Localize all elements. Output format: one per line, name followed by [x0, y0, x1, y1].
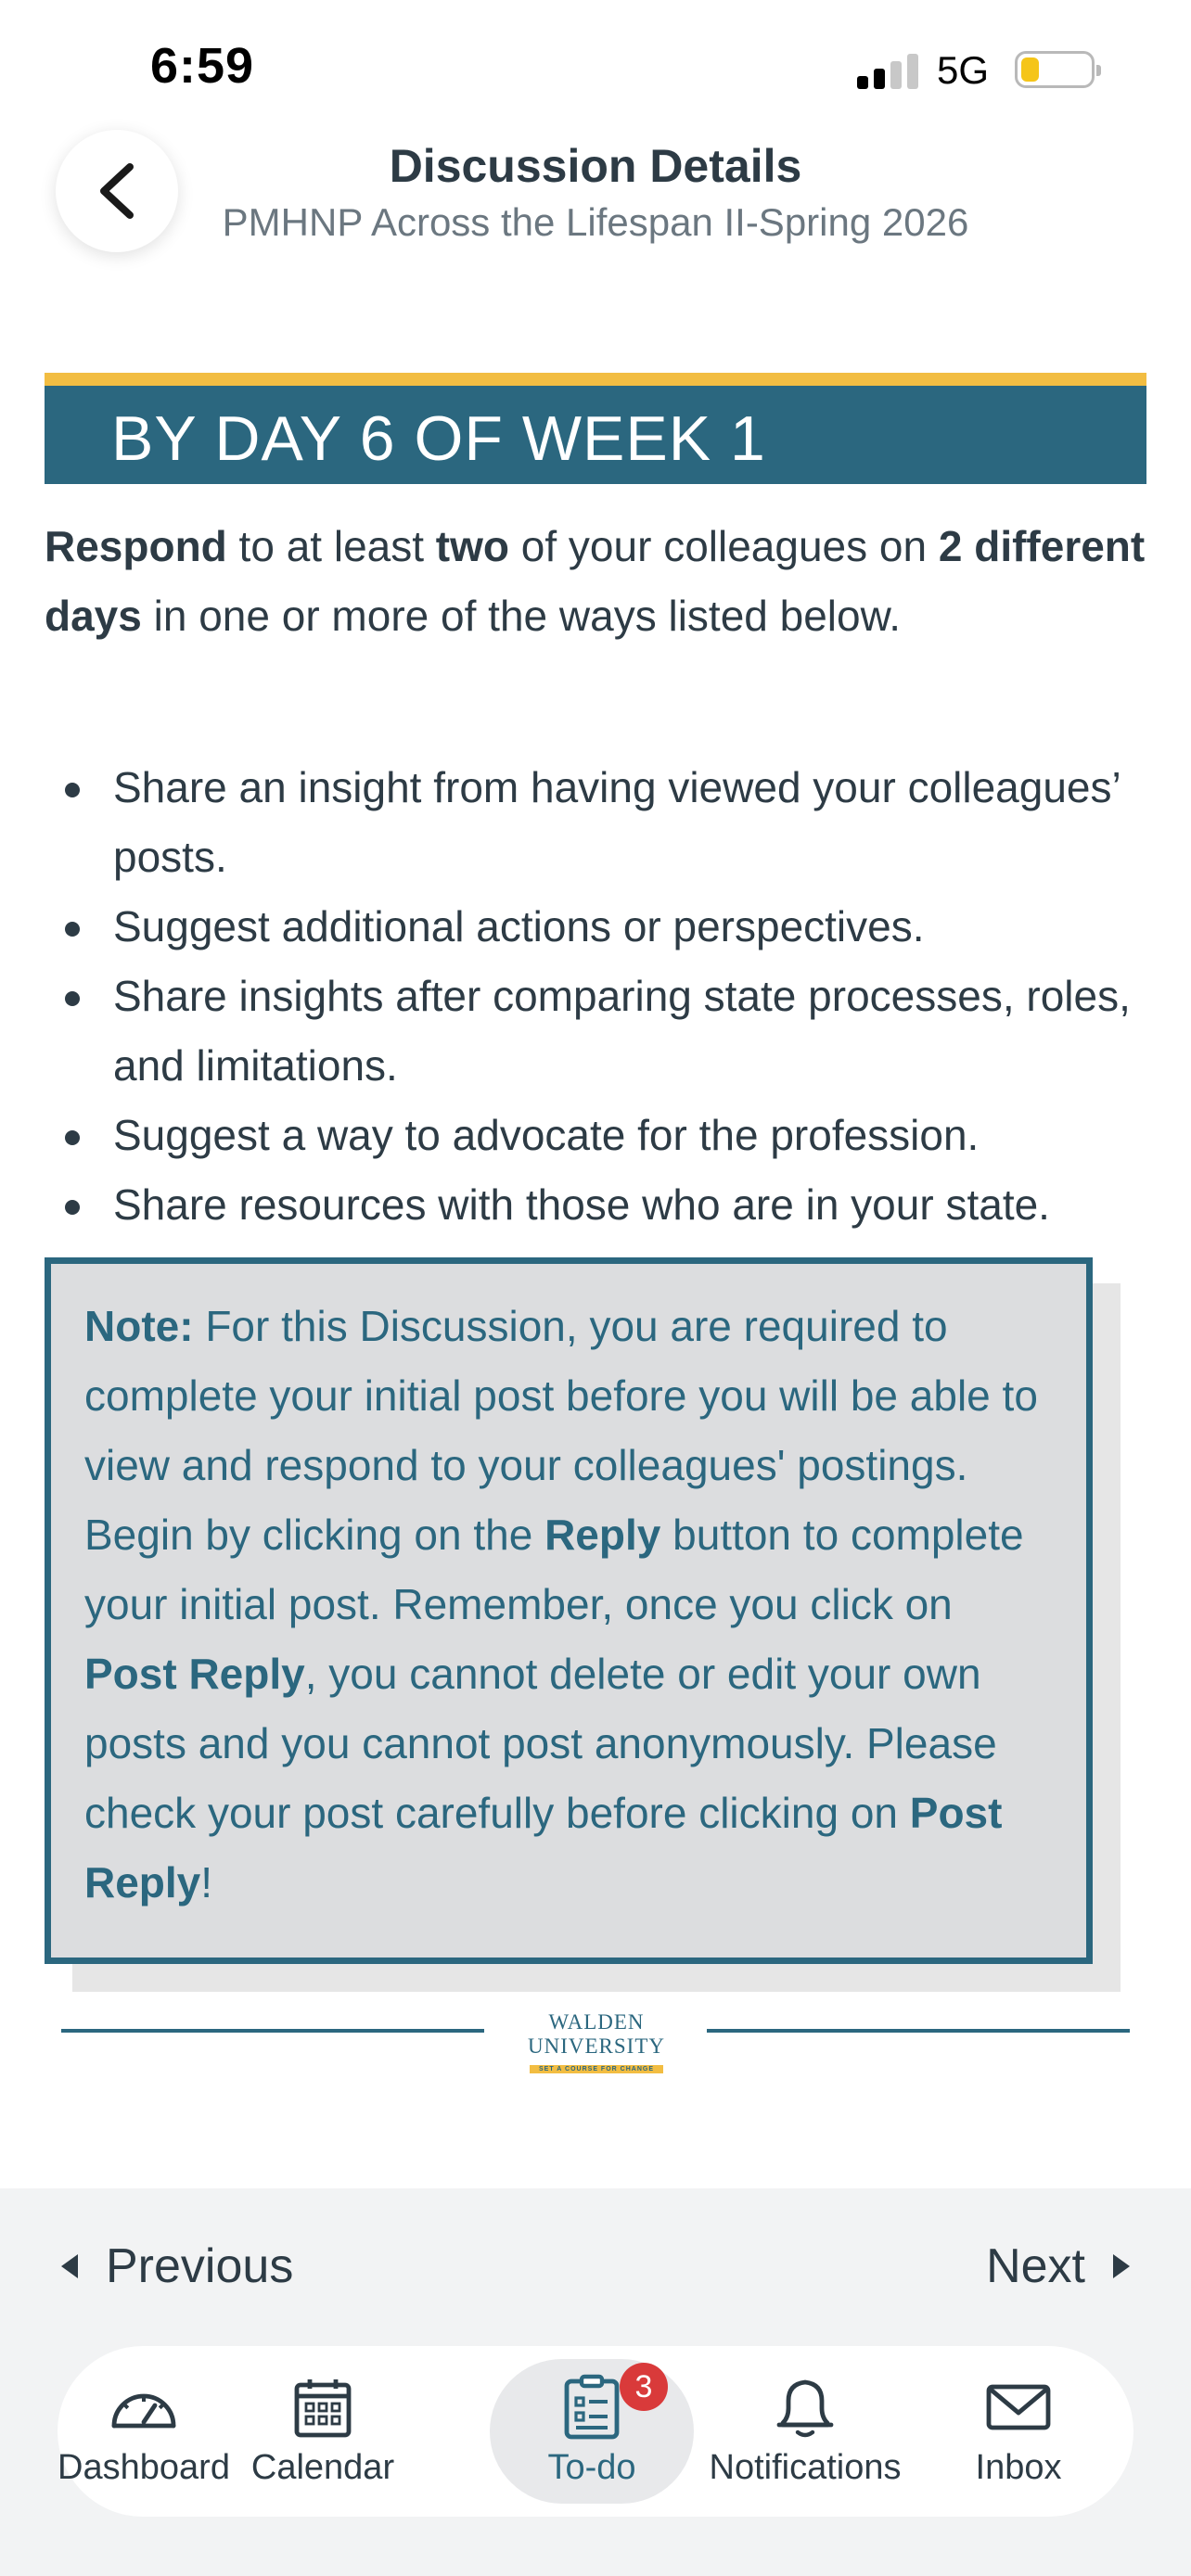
tab-inbox[interactable]	[907, 2346, 1130, 2517]
list-item: Share insights after comparing state processes, roles, and limitations.	[45, 962, 1167, 1101]
note-segment: !	[200, 1858, 213, 1906]
tab-notifications[interactable]	[694, 2346, 916, 2517]
clipboard-icon	[563, 2374, 621, 2441]
tab-label: Notifications	[709, 2448, 902, 2487]
previous-label: Previous	[106, 2239, 294, 2293]
triangle-left-icon	[61, 2254, 78, 2278]
triangle-right-icon	[1113, 2254, 1130, 2278]
cellular-signal-icon	[857, 54, 920, 89]
intro-text: to at least	[226, 522, 436, 570]
next-button[interactable]	[986, 2231, 1130, 2302]
intro-paragraph	[45, 512, 1146, 651]
section-heading: BY DAY 6 OF WEEK 1	[111, 403, 766, 474]
list-item: Share an insight from having viewed your colleagues’ posts.	[45, 753, 1167, 892]
walden-university-logo	[492, 2010, 701, 2075]
divider-line-left	[61, 2029, 484, 2033]
response-options-list	[45, 753, 1167, 1240]
intro-text: of your colleagues on	[509, 522, 939, 570]
course-subtitle: PMHNP Across the Lifespan II-Spring 2026	[222, 200, 969, 244]
tab-bar	[58, 2346, 1133, 2517]
pager-bar	[0, 2188, 1191, 2346]
tab-dashboard[interactable]	[58, 2346, 230, 2517]
tab-label: To-do	[547, 2448, 636, 2487]
battery-icon	[1015, 51, 1095, 88]
note-text	[84, 1292, 1053, 1918]
calendar-icon	[293, 2374, 352, 2441]
bell-icon	[774, 2374, 837, 2441]
note-box	[45, 1257, 1093, 1964]
divider-line-right	[707, 2029, 1130, 2033]
note-bold-post-reply: Post Reply	[84, 1789, 1003, 1906]
previous-button[interactable]	[61, 2231, 293, 2302]
list-item: Suggest a way to advocate for the profession.	[45, 1101, 1167, 1170]
intro-bold-respond: Respond	[45, 522, 227, 570]
status-time: 6:59	[150, 38, 255, 94]
battery-level-fill	[1021, 57, 1039, 82]
speedometer-icon	[109, 2374, 179, 2441]
tab-calendar[interactable]	[211, 2346, 434, 2517]
note-segment: button to complete your initial post. Remember, once you click on	[84, 1511, 1024, 1628]
tab-label: Dashboard	[58, 2448, 230, 2487]
note-bold-post-reply: Post Reply	[84, 1650, 305, 1698]
note-segment: For this Discussion, you are required to complete your initial post before you will be able to view and respond to your colleagues' postings. Begin by clicking on the	[84, 1302, 1038, 1559]
list-item: Share resources with those who are in your state.	[45, 1170, 1167, 1240]
logo-tagline: SET A COURSE FOR CHANGE	[530, 2065, 663, 2073]
todo-count-badge: 3	[620, 2363, 668, 2411]
note-label: Note:	[84, 1302, 194, 1350]
section-banner	[45, 373, 1146, 484]
note-bold-reply: Reply	[544, 1511, 661, 1559]
page-title: Discussion Details	[389, 140, 802, 192]
note-segment: , you cannot delete or edit your own posts and you cannot post anonymously. Please check your post carefully before clicking on	[84, 1650, 997, 1837]
tab-label: Inbox	[975, 2448, 1062, 2487]
status-bar	[0, 0, 1191, 130]
intro-text: in one or more of the ways listed below.	[141, 592, 902, 640]
network-type: 5G	[937, 48, 990, 92]
next-label: Next	[986, 2239, 1085, 2293]
tab-label: Calendar	[250, 2448, 395, 2487]
list-item: Suggest additional actions or perspectives.	[45, 892, 1167, 962]
tab-to-do[interactable]	[480, 2346, 703, 2517]
intro-bold-two: two	[435, 522, 509, 570]
intro-bold-days: 2 different days	[45, 522, 1146, 640]
envelope-icon	[985, 2374, 1052, 2441]
logo-name: WALDEN UNIVERSITY	[528, 2010, 665, 2058]
